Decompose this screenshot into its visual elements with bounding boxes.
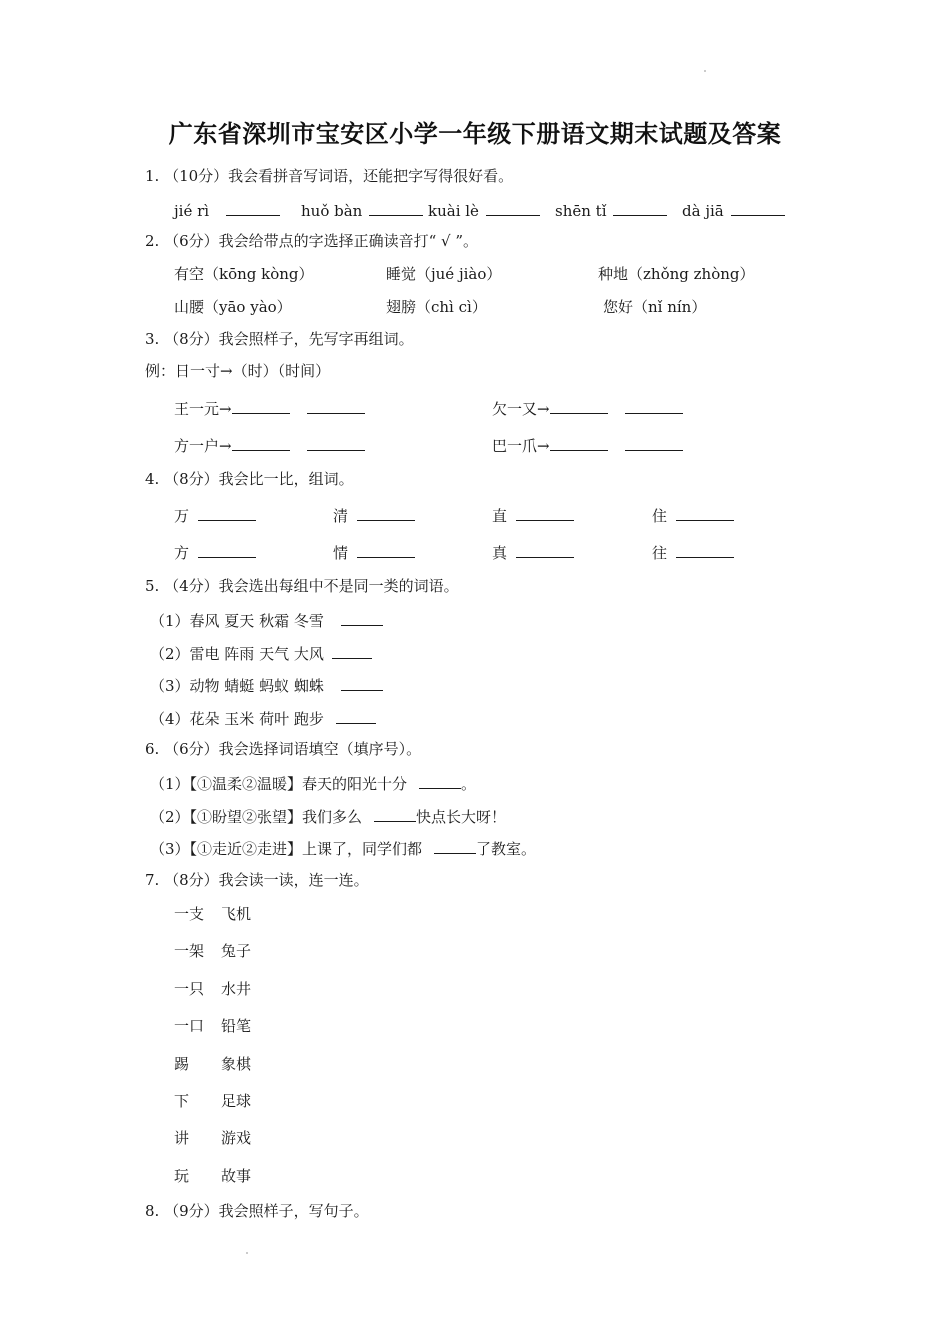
q7-left-item[interactable]: 玩 bbox=[174, 1167, 190, 1185]
answer-blank[interactable] bbox=[357, 541, 415, 558]
q5-item bbox=[150, 642, 372, 664]
q4-char: 直 bbox=[492, 507, 508, 525]
q4-char: 真 bbox=[492, 544, 508, 562]
q6-item-suffix: 快点长大呀！ bbox=[416, 808, 507, 826]
q7-left-item[interactable]: 一口 bbox=[174, 1017, 205, 1035]
answer-blank[interactable] bbox=[434, 837, 476, 854]
q2-item-6: 您好（nǐ nín） bbox=[603, 298, 707, 316]
q7-left-item[interactable]: 踢 bbox=[174, 1055, 190, 1073]
pinyin-label: shēn tǐ bbox=[555, 202, 607, 220]
q3-item-1 bbox=[174, 397, 365, 419]
answer-blank[interactable] bbox=[625, 397, 683, 414]
q6-item-prefix: （2）【①盼望②张望】我们多么 bbox=[150, 808, 363, 826]
q7-right-item[interactable]: 故事 bbox=[221, 1167, 252, 1185]
q1-pinyin-3 bbox=[428, 199, 540, 221]
q3-item-label: 欠一又→ bbox=[492, 400, 550, 418]
q7-right-item[interactable]: 飞机 bbox=[221, 905, 252, 923]
answer-blank[interactable] bbox=[336, 707, 376, 724]
q6-item-prefix: （1）【①温柔②温暖】春天的阳光十分 bbox=[150, 775, 408, 793]
q7-right-item[interactable]: 水井 bbox=[221, 980, 252, 998]
question-8-text: 8. （9分）我会照样子，写句子。 bbox=[145, 1202, 369, 1220]
answer-blank[interactable] bbox=[374, 805, 416, 822]
answer-blank[interactable] bbox=[232, 434, 290, 451]
q6-item bbox=[150, 805, 506, 827]
q4-item bbox=[333, 504, 415, 526]
q5-item bbox=[150, 609, 383, 631]
answer-blank[interactable] bbox=[625, 434, 683, 451]
answer-blank[interactable] bbox=[226, 199, 280, 216]
answer-blank[interactable] bbox=[731, 199, 785, 216]
q3-item-label: 方一户→ bbox=[174, 437, 232, 455]
pinyin-label: jié rì bbox=[174, 202, 210, 220]
q5-item bbox=[150, 674, 383, 696]
q7-right-item[interactable]: 象棋 bbox=[221, 1055, 252, 1073]
answer-blank[interactable] bbox=[550, 397, 608, 414]
question-1-text: 1. （10分）我会看拼音写词语，还能把字写得很好看。 bbox=[145, 167, 514, 185]
q3-example: 例：日一寸→（时）（时间） bbox=[145, 362, 331, 380]
answer-blank[interactable] bbox=[369, 199, 423, 216]
answer-blank[interactable] bbox=[307, 434, 365, 451]
q4-char: 方 bbox=[174, 544, 190, 562]
answer-blank[interactable] bbox=[341, 609, 383, 626]
q2-item-4: 山腰（yāo yào） bbox=[174, 298, 292, 316]
q4-char: 住 bbox=[652, 507, 668, 525]
q6-item-prefix: （3）【①走近②走进】上课了，同学们都 bbox=[150, 840, 423, 858]
q3-item-2 bbox=[492, 397, 683, 419]
q4-char: 万 bbox=[174, 507, 190, 525]
q5-item-label: （3）动物 蜻蜓 蚂蚁 蜘蛛 bbox=[150, 677, 324, 695]
q1-pinyin-5 bbox=[682, 199, 785, 221]
answer-blank[interactable] bbox=[341, 674, 383, 691]
q4-item bbox=[333, 541, 415, 563]
q3-item-label: 王一元→ bbox=[174, 400, 232, 418]
answer-blank[interactable] bbox=[516, 504, 574, 521]
q6-item-suffix: 。 bbox=[461, 775, 477, 793]
answer-blank[interactable] bbox=[486, 199, 540, 216]
answer-blank[interactable] bbox=[550, 434, 608, 451]
answer-blank[interactable] bbox=[307, 397, 365, 414]
answer-blank[interactable] bbox=[419, 772, 461, 789]
q2-item-1: 有空（kōng kòng） bbox=[174, 265, 314, 283]
answer-blank[interactable] bbox=[676, 504, 734, 521]
q4-item bbox=[492, 504, 574, 526]
q6-item bbox=[150, 837, 536, 859]
answer-blank[interactable] bbox=[613, 199, 667, 216]
scan-speck bbox=[704, 70, 706, 72]
q1-pinyin-2 bbox=[301, 199, 423, 221]
q5-item-label: （4）花朵 玉米 荷叶 跑步 bbox=[150, 710, 324, 728]
q6-item-suffix: 了教室。 bbox=[476, 840, 537, 858]
q4-item bbox=[174, 504, 256, 526]
question-6-text: 6. （6分）我会选择词语填空（填序号）。 bbox=[145, 740, 422, 758]
question-5-text: 5. （4分）我会选出每组中不是同一类的词语。 bbox=[145, 577, 459, 595]
q5-item-label: （2）雷电 阵雨 天气 大风 bbox=[150, 645, 324, 663]
q5-item bbox=[150, 707, 376, 729]
q7-left-item[interactable]: 一架 bbox=[174, 942, 205, 960]
q7-left-item[interactable]: 一只 bbox=[174, 980, 205, 998]
q1-pinyin-4 bbox=[555, 199, 667, 221]
q7-right-item[interactable]: 足球 bbox=[221, 1092, 252, 1110]
q1-pinyin-1 bbox=[174, 199, 280, 221]
q3-item-4 bbox=[492, 434, 683, 456]
pinyin-label: kuài lè bbox=[428, 202, 479, 220]
question-7-text: 7. （8分）我会读一读，连一连。 bbox=[145, 871, 369, 889]
q7-right-item[interactable]: 游戏 bbox=[221, 1129, 252, 1147]
question-4-text: 4. （8分）我会比一比，组词。 bbox=[145, 470, 354, 488]
answer-blank[interactable] bbox=[357, 504, 415, 521]
q4-item bbox=[492, 541, 574, 563]
q7-left-item[interactable]: 下 bbox=[174, 1092, 190, 1110]
q6-item bbox=[150, 772, 476, 794]
q7-left-item[interactable]: 一支 bbox=[174, 905, 205, 923]
q7-right-item[interactable]: 铅笔 bbox=[221, 1017, 252, 1035]
q2-item-3: 种地（zhǒng zhòng） bbox=[598, 265, 755, 283]
q2-item-2: 睡觉（jué jiào） bbox=[386, 265, 502, 283]
answer-blank[interactable] bbox=[232, 397, 290, 414]
question-2-text: 2. （6分）我会给带点的字选择正确读音打“ √ ”。 bbox=[145, 232, 479, 250]
q4-item bbox=[174, 541, 256, 563]
q4-item bbox=[652, 541, 734, 563]
q4-char: 往 bbox=[652, 544, 668, 562]
answer-blank[interactable] bbox=[332, 642, 372, 659]
answer-blank[interactable] bbox=[198, 504, 256, 521]
q4-char: 清 bbox=[333, 507, 349, 525]
q2-item-5: 翅膀（chì cì） bbox=[386, 298, 487, 316]
q7-right-item[interactable]: 兔子 bbox=[221, 942, 252, 960]
answer-blank[interactable] bbox=[198, 541, 256, 558]
answer-blank[interactable] bbox=[516, 541, 574, 558]
question-3-text: 3. （8分）我会照样子，先写字再组词。 bbox=[145, 330, 414, 348]
page-title: 广东省深圳市宝安区小学一年级下册语文期末试题及答案 bbox=[168, 119, 782, 148]
pinyin-label: huǒ bàn bbox=[301, 202, 363, 220]
pinyin-label: dà jiā bbox=[682, 202, 724, 220]
scan-speck bbox=[246, 1252, 248, 1254]
q4-item bbox=[652, 504, 734, 526]
q7-left-item[interactable]: 讲 bbox=[174, 1129, 190, 1147]
q5-item-label: （1）春风 夏天 秋霜 冬雪 bbox=[150, 612, 324, 630]
answer-blank[interactable] bbox=[676, 541, 734, 558]
q4-char: 情 bbox=[333, 544, 349, 562]
q3-item-label: 巴一爪→ bbox=[492, 437, 550, 455]
q3-item-3 bbox=[174, 434, 365, 456]
